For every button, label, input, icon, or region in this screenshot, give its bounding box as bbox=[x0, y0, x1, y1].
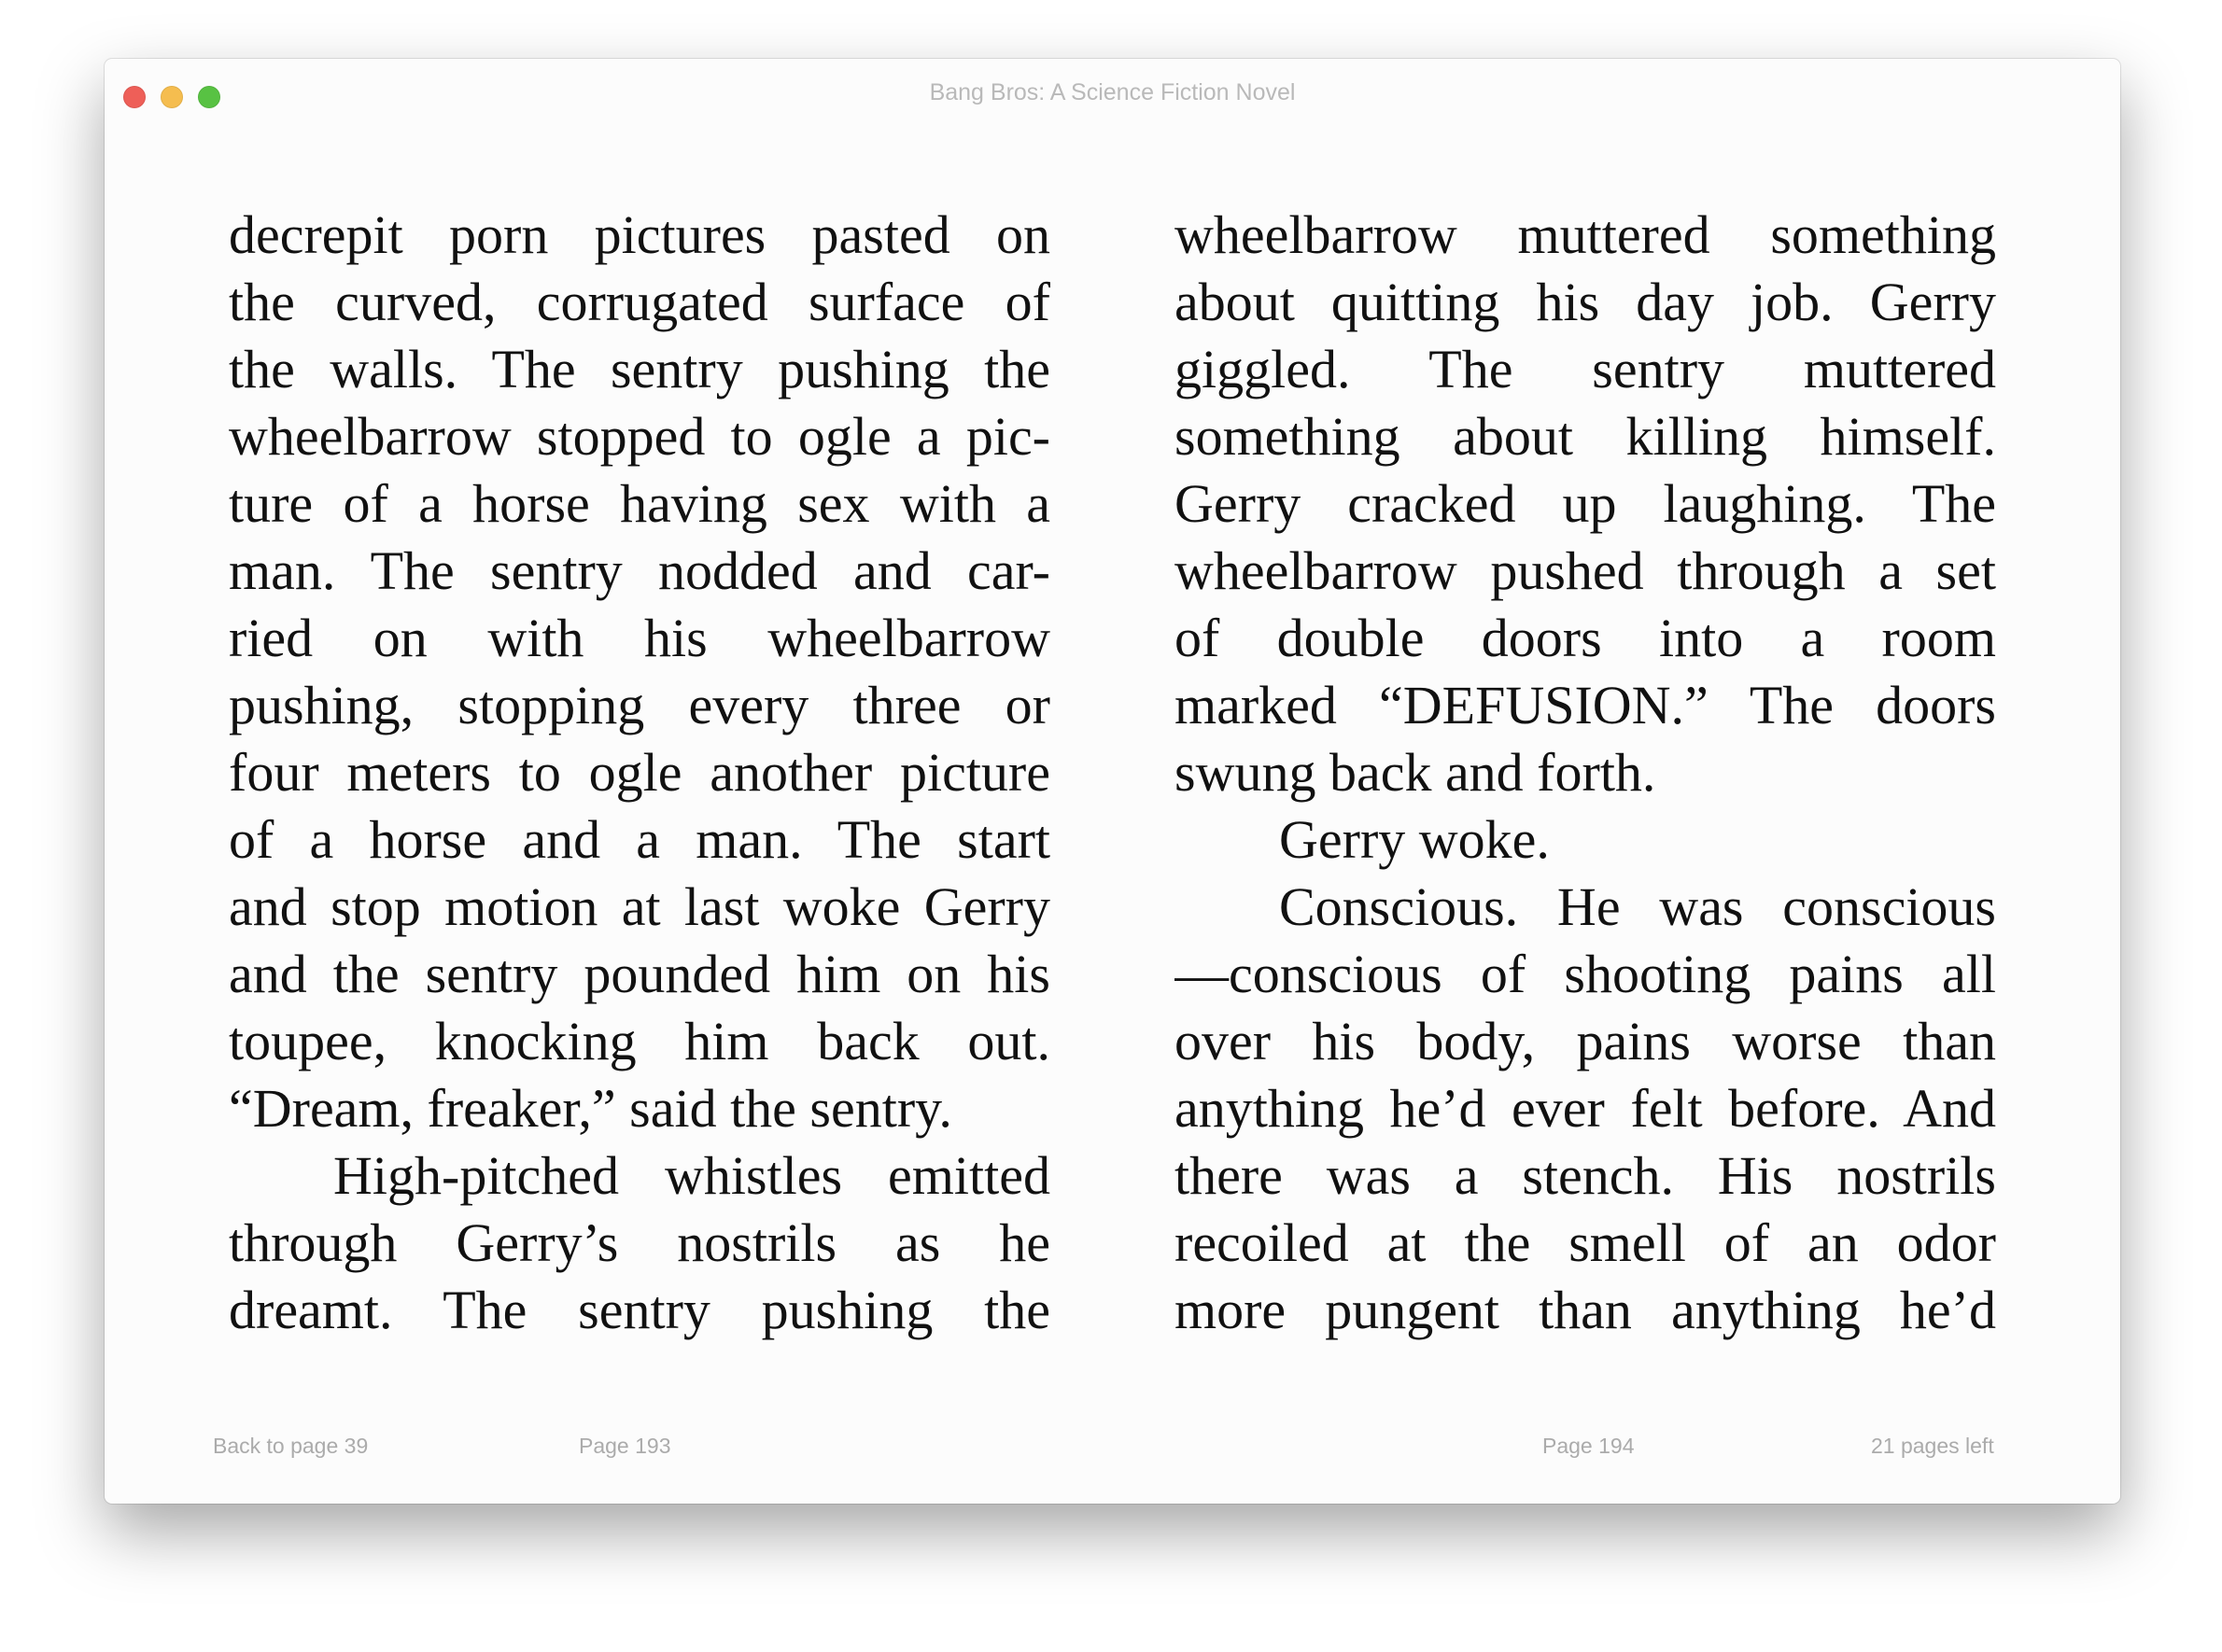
text-line: the walls. The sentry pushing the bbox=[229, 339, 1050, 399]
title-bar[interactable] bbox=[105, 59, 2120, 130]
text-line: marked “DEFUSION.” The doors bbox=[1174, 675, 1996, 735]
text-line: swung back and forth. bbox=[1174, 742, 1656, 803]
left-page bbox=[229, 202, 1050, 1344]
text-line: the curved, corrugated surface of bbox=[229, 272, 1050, 332]
text-line: —conscious of shooting pains all bbox=[1174, 944, 1996, 1004]
right-page-number: Page 194 bbox=[1542, 1434, 1635, 1458]
text-line: Conscious. He was conscious bbox=[1279, 876, 1996, 937]
text-line: man. The sentry nodded and car- bbox=[229, 540, 1050, 601]
text-line: and the sentry pounded him on his bbox=[229, 944, 1050, 1004]
text-line: dreamt. The sentry pushing the bbox=[229, 1280, 1050, 1340]
text-line: through Gerry’s nostrils as he bbox=[229, 1212, 1050, 1273]
text-line: of double doors into a room bbox=[1174, 608, 1996, 668]
text-line: pushing, stopping every three or bbox=[229, 675, 1050, 735]
text-line: giggled. The sentry muttered bbox=[1174, 339, 1996, 399]
text-line: toupee, knocking him back out. bbox=[229, 1011, 1050, 1071]
text-line: about quitting his day job. Gerry bbox=[1174, 272, 1996, 332]
text-line: wheelbarrow muttered something bbox=[1174, 204, 1996, 265]
text-line: wheelbarrow stopped to ogle a pic- bbox=[229, 406, 1050, 467]
text-line: wheelbarrow pushed through a set bbox=[1174, 540, 1996, 601]
text-line: over his body, pains worse than bbox=[1174, 1011, 1996, 1071]
back-to-page-link[interactable]: Back to page 39 bbox=[213, 1434, 369, 1458]
text-line: ried on with his wheelbarrow bbox=[229, 608, 1050, 668]
reader-window bbox=[105, 59, 2120, 1504]
window-title: Bang Bros: A Science Fiction Novel bbox=[929, 79, 1296, 105]
text-line: High-pitched whistles emitted bbox=[333, 1145, 1050, 1206]
text-line: there was a stench. His nostrils bbox=[1174, 1145, 1996, 1206]
text-line: anything he’d ever felt before. And bbox=[1174, 1078, 1996, 1139]
text-line: ture of a horse having sex with a bbox=[229, 473, 1050, 534]
right-page bbox=[1174, 202, 1996, 1344]
text-line: and stop motion at last woke Gerry bbox=[229, 876, 1050, 937]
text-line: four meters to ogle another picture bbox=[229, 742, 1050, 803]
text-line: Gerry cracked up laughing. The bbox=[1174, 473, 1996, 534]
text-line: of a horse and a man. The start bbox=[229, 809, 1050, 870]
left-page-number: Page 193 bbox=[579, 1434, 671, 1458]
pages-left-indicator: 21 pages left bbox=[1871, 1434, 1994, 1458]
text-line: Gerry woke. bbox=[1279, 809, 1550, 870]
text-line: “Dream, freaker,” said the sentry. bbox=[229, 1078, 952, 1139]
text-line: decrepit porn pictures pasted on bbox=[229, 204, 1050, 265]
text-line: recoiled at the smell of an odor bbox=[1174, 1212, 1996, 1273]
text-line: something about killing himself. bbox=[1174, 406, 1996, 467]
text-line: more pungent than anything he’d bbox=[1174, 1280, 1996, 1340]
